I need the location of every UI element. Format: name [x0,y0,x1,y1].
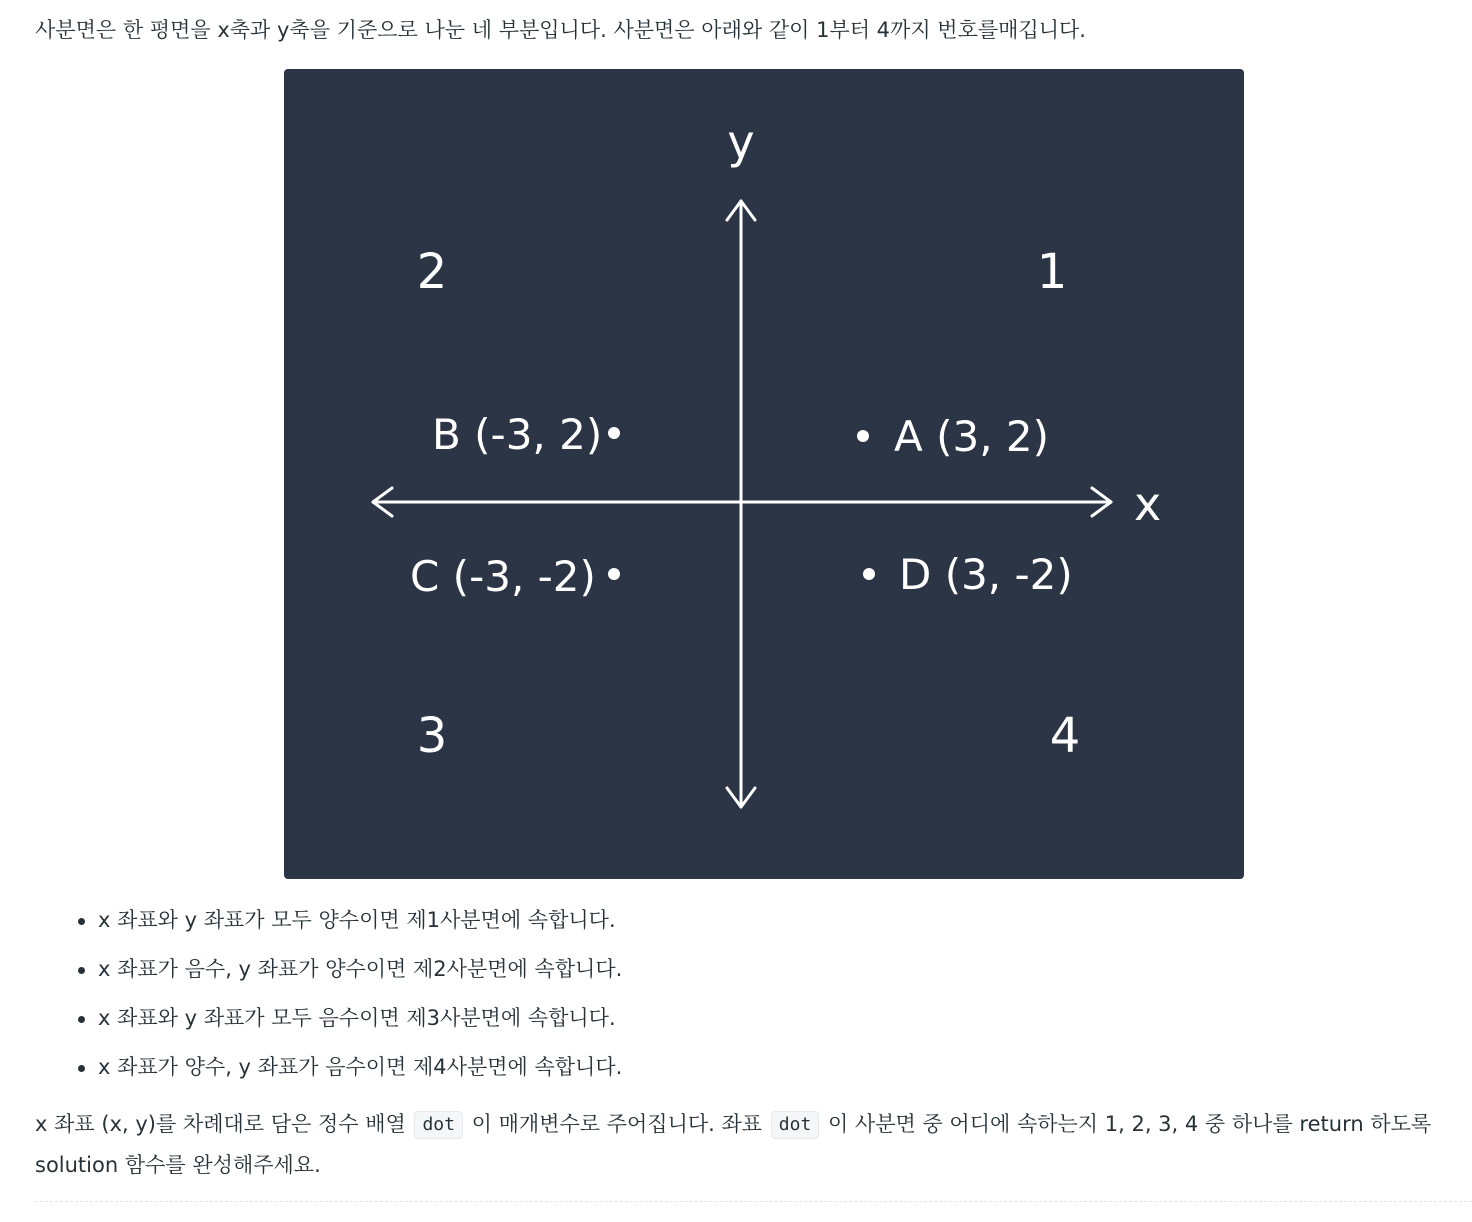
point-c-dot [608,568,620,580]
quadrant-4-label: 4 [1049,708,1081,764]
point-b-label: B (-3, 2) [432,410,603,459]
y-axis-label: y [727,115,755,169]
point-b-dot [608,427,620,439]
list-item: x 좌표가 음수, y 좌표가 양수이면 제2사분면에 속합니다. [76,953,622,1002]
point-d-label: D (3, -2) [899,550,1073,599]
quadrant-diagram-svg [284,69,1244,879]
point-a-label: A (3, 2) [894,412,1049,461]
quadrant-diagram [284,69,1244,879]
quadrant-rules-list [76,904,622,1100]
quadrant-1-label: 1 [1036,244,1068,300]
dot-code-token: dot [414,1111,463,1139]
dot-code-token: dot [771,1111,820,1139]
list-item: x 좌표와 y 좌표가 모두 음수이면 제3사분면에 속합니다. [76,1002,622,1051]
list-item: x 좌표와 y 좌표가 모두 양수이면 제1사분면에 속합니다. [76,904,622,953]
list-item: x 좌표가 양수, y 좌표가 음수이면 제4사분면에 속합니다. [76,1051,622,1100]
problem-text-1: x 좌표 (x, y)를 차례대로 담은 정수 배열 [35,1112,413,1136]
x-axis-label: x [1134,477,1162,531]
problem-text-3: 이 사분면 중 어디에 속하는지 1, 2, 3, 4 중 하나를 return 하도록 solution 함수를 완성해주세요. [35,1112,1432,1177]
point-d-dot [863,568,875,580]
quadrant-2-label: 2 [416,244,448,300]
problem-text-2: 이 매개변수로 주어집니다. 좌표 [464,1112,769,1136]
point-c-label: C (-3, -2) [410,552,596,601]
intro-paragraph: 사분면은 한 평면을 x축과 y축을 기준으로 나눈 네 부분입니다. 사분면은 아래와 같이 1부터 4까지 번호를매깁니다. [35,18,1086,42]
quadrant-3-label: 3 [416,708,448,764]
point-a-dot [857,430,869,442]
section-divider [35,1201,1472,1202]
problem-statement [35,1104,1455,1186]
